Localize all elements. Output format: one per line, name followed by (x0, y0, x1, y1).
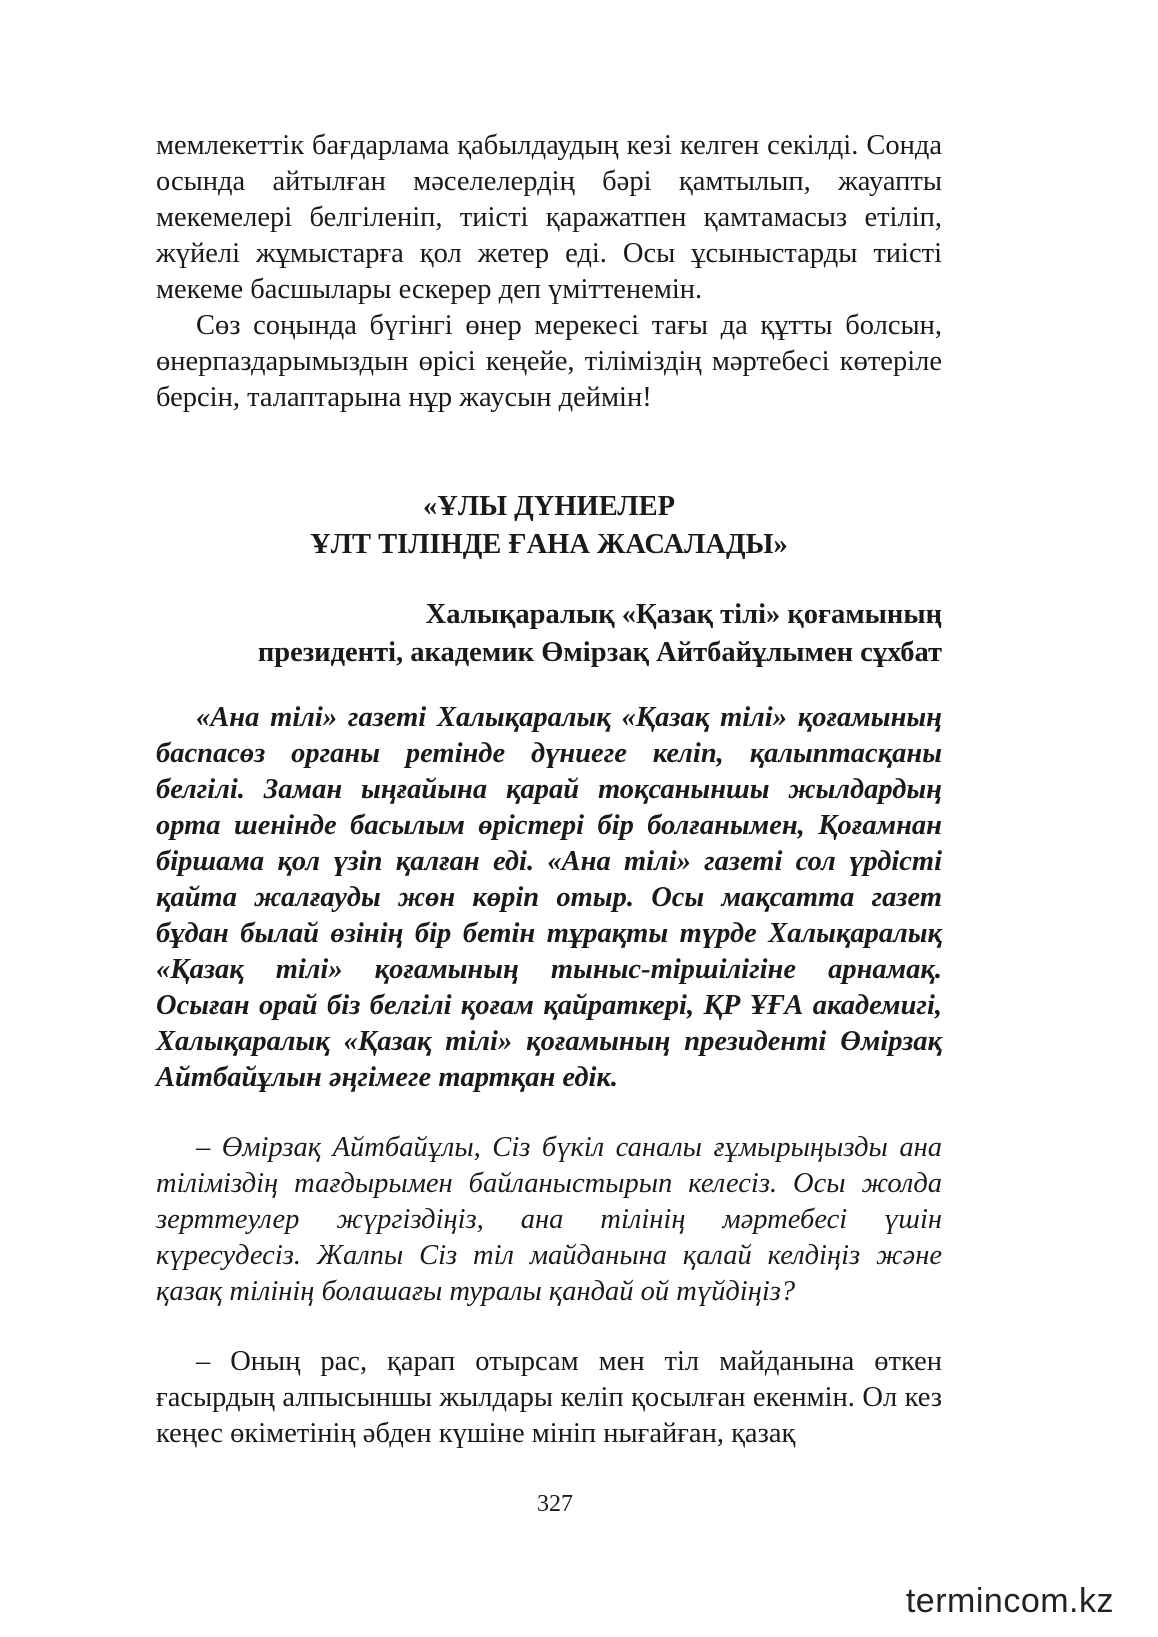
site-watermark: termincom.kz (905, 1582, 1114, 1620)
page-number: 327 (537, 1491, 573, 1517)
interview-question: – Өмірзақ Айтбайұлы, Сіз бүкіл саналы ғұмырыңызды ана тіліміздің тағдырымен байланыстырып келесіз. Осы жолда зерттеулер жүргіздіңіз, ана тілінің мәртебесі үшін күресудесіз. Жалпы Сіз тіл майданына қалай келдіңіз және қазақ тілінің болашағы туралы қандай ой түйдіңіз? (156, 1132, 942, 1307)
article-subtitle (156, 596, 942, 672)
article-title (156, 488, 942, 564)
interview-answer: – Оның рас, қарап отырсам мен тіл майданына өткен ғасырдың алпысыншы жылдары келіп қосылған екенмін. Ол кез кеңес өкіметінің әбден күшіне мініп нығайған, қазақ (156, 1346, 942, 1449)
closing-paragraph: Сөз соңында бүгінгі өнер мерекесі тағы да құтты болсын, өнерпаздарымыздын өрісі кеңейе, тіліміздің мәртебесі көтеріле берсін, талаптарына нұр жаусын деймін! (156, 310, 942, 413)
page-content (156, 128, 942, 1452)
article-lead: «Ана тілі» газеті Халықаралық «Қазақ тілі» қоғамының баспасөз органы ретінде дүниеге келіп, қалыптасқаны белгілі. Заман ыңғайына қарай тоқсаныншы жылдардың орта шенінде басылым өрістері бір болғанымен, Қоғамнан біршама қол үзіп қалған еді. «Ана тілі» газеті сол үрдісті қайта жалғауды жөн көріп отыр. Осы мақсатта газет бұдан былай өзінің бір бетін тұрақты түрде Халықаралық «Қазақ тілі» қоғамының тыныс-тіршілігіне арнамақ. Осыған орай біз белгілі қоғам қайраткері, ҚР ҰҒА академигі, Халықаралық «Қазақ тілі» қоғамының президенті Өмірзақ Айтбайұлын әңгімеге тартқан едік. (156, 702, 942, 1093)
intro-paragraph: мемлекеттік бағдарлама қабылдаудың кезі келген секілді. Сонда осында айтылған мәселелердің бәрі қамтылып, жауапты мекемелері белгіленіп, тиісті қаражатпен қамтамасыз етіліп, жүйелі жұмыстарға қол жетер еді. Осы ұсыныстарды тиісті мекеме басшылары ескерер деп үміттенемін. (156, 130, 942, 305)
article-title-line-2: ҰЛТ ТІЛІНДЕ ҒАНА ЖАСАЛАДЫ» (310, 529, 788, 560)
article-subtitle-line-1: Халықаралық «Қазақ тілі» қоғамының (425, 599, 942, 630)
article-subtitle-line-2: президенті, академик Өмірзақ Айтбайұлымен сұхбат (257, 637, 942, 668)
article-title-line-1: «ҰЛЫ ДҮНИЕЛЕР (423, 491, 675, 522)
